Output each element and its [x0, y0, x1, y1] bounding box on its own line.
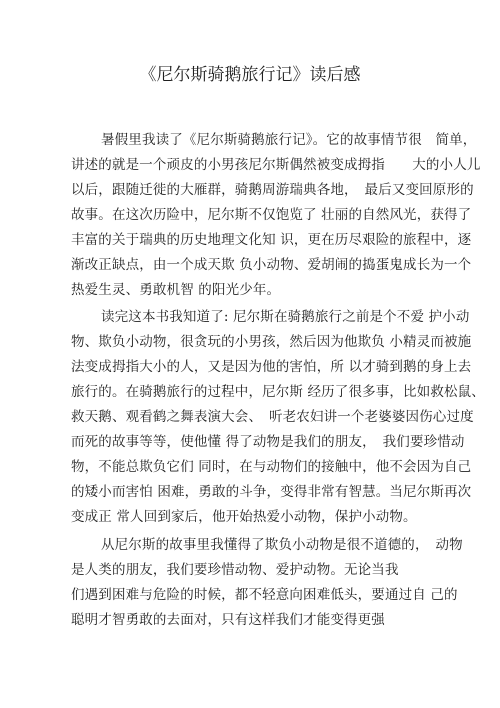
body-line: 旅行的。在骑鹅旅行的过程中，尼尔斯 经历了很多事，比如救松鼠、: [71, 384, 485, 400]
body-line: 们遇到困难与危险的时候，都不轻意向困难低头，要通过自 己的: [71, 587, 458, 603]
body-line: 变成正 常人回到家后，他开始热爱小动物，保护小动物。: [71, 509, 417, 525]
body-line: 物、欺负小动物，很贪玩的小男孩，然后因为他欺负 小精灵而被施: [71, 334, 472, 350]
body-line: 而死的故事等等，使他懂 得了动物是我们的朋友， 我们要珍惜动: [71, 434, 465, 450]
body-line: 故事。在这次历险中，尼尔斯不仅饱览了 壮丽的自然风光，获得了: [71, 207, 472, 223]
body-line: 的矮小而害怕 困难，勇敢的斗争，变得非常有智慧。当尼尔斯再次: [71, 484, 472, 500]
body-line: 聪明才智勇敢的去面对，只有这样我们才能变得更强: [71, 612, 385, 628]
body-line: 以后，跟随迁徙的大雁群，骑鹅周游瑞典各地， 最后又变回原形的: [71, 182, 474, 198]
body-line: 渐改正缺点，由一个成天欺 负小动物、爱胡闹的捣蛋鬼成长为一个: [71, 257, 472, 273]
body-line: 暑假里我读了《尼尔斯骑鹅旅行记》。它的故事情节很 简单，: [101, 132, 477, 148]
body-line: 物，不能总欺负它们 同时，在与动物们的接触中，他不会因为自己: [71, 459, 472, 475]
body-line: 讲述的就是一个顽皮的小男孩尼尔斯偶然被变成拇指 大的小人儿: [71, 157, 481, 173]
body-line: 丰富的关于瑞典的历史地理文化知 识，更在历尽艰险的旅程中，逐: [71, 232, 472, 248]
body-line: 法变成拇指大小的人，又是因为他的害怕，所 以才骑到鹅的身上去: [71, 359, 472, 375]
body-line: 是人类的朋友，我们要珍惜动物、爱护动物。无论当我: [71, 562, 399, 578]
body-line: 热爱生灵、勇敢机智 的阳光少年。: [71, 282, 281, 298]
body-line: 救天鹅、观看鹤之舞表演大会、 听老农妇讲一个老婆婆因伤心过度: [71, 409, 474, 425]
body-line: 从尼尔斯的故事里我懂得了欺负小动物是很不道德的， 动物: [101, 537, 463, 553]
document-title: 《尼尔斯骑鹅旅行记》读后感: [139, 65, 361, 85]
body-line: 读完这本书我知道了: 尼尔斯在骑鹅旅行之前是个不爱 护小动: [101, 309, 470, 325]
